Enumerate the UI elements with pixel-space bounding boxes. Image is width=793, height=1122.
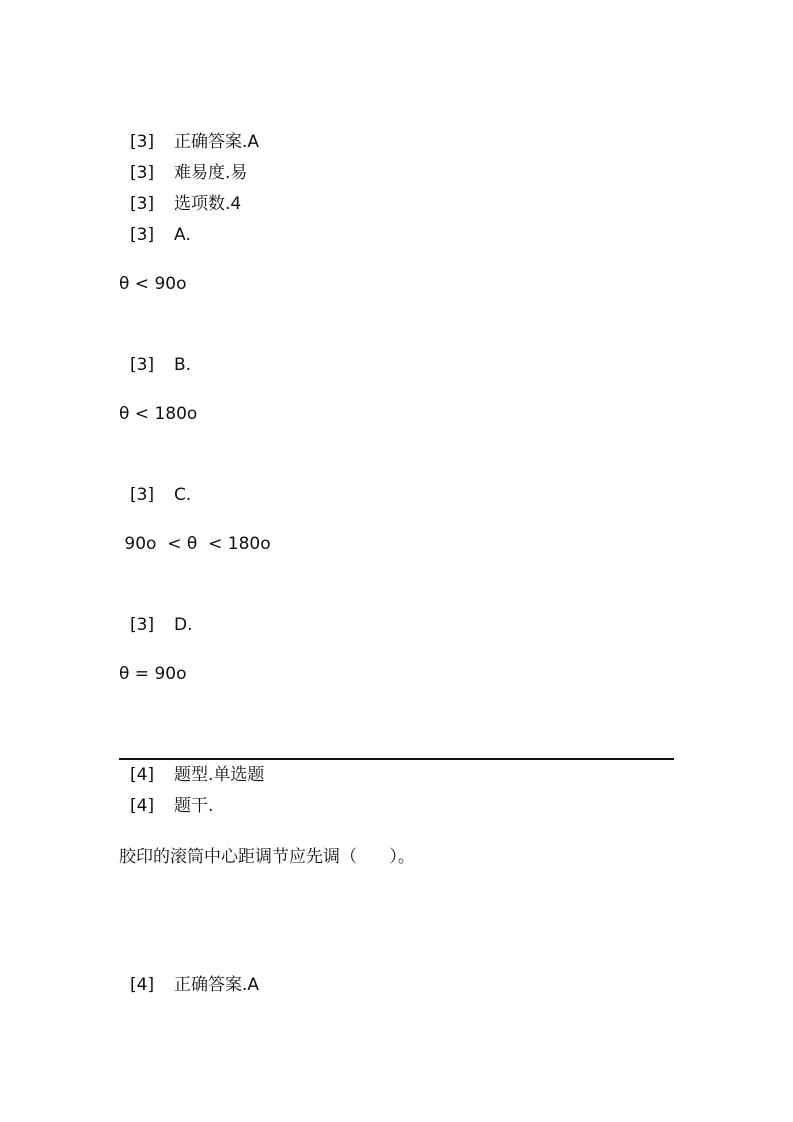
q3-answer-tag: [3] [130, 132, 155, 152]
q3-option-d-label: D. [174, 615, 193, 635]
q4-answer-tag: [4] [130, 975, 155, 995]
q3-option-a-tag: [3] [130, 225, 155, 245]
q3-option-d-content: θ = 90o [119, 664, 187, 684]
q4-answer-row [130, 974, 259, 996]
q3-option-a-row [130, 224, 191, 246]
q4-type-row [130, 764, 264, 786]
q3-option-b-content: θ < 180o [119, 404, 198, 424]
q3-option-count-text: 选项数.4 [174, 194, 242, 214]
q3-difficulty-text: 难易度.易 [174, 163, 248, 183]
q3-option-b-label: B. [174, 355, 192, 375]
q4-type-tag: [4] [130, 765, 155, 785]
q3-answer-text: 正确答案.A [174, 132, 260, 152]
q3-answer-row [130, 131, 259, 153]
q3-option-c-content: 90o < θ < 180o [119, 534, 271, 554]
q3-option-d-tag: [3] [130, 615, 155, 635]
q3-difficulty-row [130, 162, 247, 184]
q3-option-b-tag: [3] [130, 355, 155, 375]
q3-option-a-label: A. [174, 225, 191, 245]
q4-answer-text: 正确答案.A [174, 975, 260, 995]
q4-stem-label-row [130, 795, 213, 817]
q3-option-c-row [130, 484, 191, 506]
q4-type-text: 题型.单选题 [174, 765, 265, 785]
q3-difficulty-tag: [3] [130, 163, 155, 183]
q4-stem: 胶印的滚筒中心距调节应先调（ ）。 [119, 847, 415, 867]
q3-option-count-tag: [3] [130, 194, 155, 214]
q3-option-count-row [130, 193, 241, 215]
q3-option-b-row [130, 354, 191, 376]
q3-option-c-tag: [3] [130, 485, 155, 505]
q4-stem-label-text: 题干. [174, 796, 214, 816]
q3-option-c-label: C. [174, 485, 192, 505]
q3-option-a-content: θ < 90o [119, 274, 187, 294]
q3-option-d-row [130, 614, 193, 636]
q4-stem-label-tag: [4] [130, 796, 155, 816]
question-divider [119, 758, 674, 760]
